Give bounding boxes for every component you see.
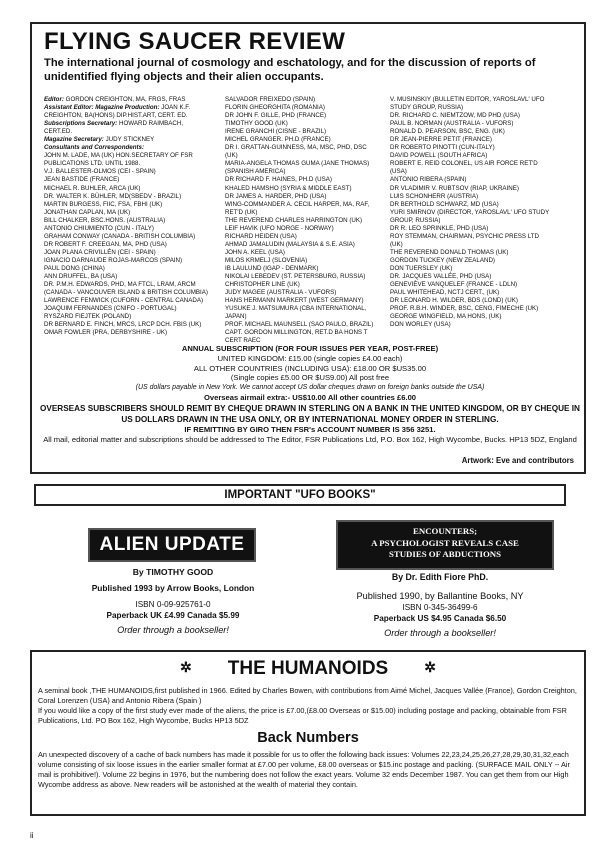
staff-entry [390,321,552,329]
staff-entry [44,152,212,168]
staff-name: YURI SMIRNOV (DIRECTOR, YAROSLAVL' UFO STUDY GROUP, RUSSIA) [390,208,550,224]
staff-entry [44,120,212,136]
book2-title-line2: A PSYCHOLOGIST REVEALS CASE [371,537,519,548]
staff-entry [390,96,552,112]
staff-entry [225,104,377,112]
staff-name: WING-COMMANDER A. CECIL HARPER, MA, RAF, RET'D (UK) [225,200,370,216]
staff-name: DR ROBERT F. CREEGAN, MA, PHD (USA) [44,240,167,248]
staff-entry [44,176,212,184]
staff-name: JUDY STICKNEY [103,136,155,144]
staff-name: PAUL DONG (CHINA) [44,264,105,272]
staff-name: LEIF HAVIK (UFO NORGE - NORWAY) [225,224,334,232]
mail-address: All mail, editorial matter and subscriptions should be addressed to The Editor, FSR Publications Ltd, P.O. Box 162, High Wycombe, Bucks. HP13 5DZ, England [43,434,577,444]
staff-entry [44,217,212,225]
book1-order: Order through a bookseller! [117,625,229,635]
staff-name: GORDON CREIGHTON, MA, FRGS, FRAS [63,96,186,103]
staff-name: DR. WALTER K. BÜHLER, MD(SBEDV - BRAZIL) [44,192,182,200]
book2-title-line1: ENCOUNTERS; [412,526,478,536]
staff-entry [225,233,377,241]
staff-name: MARIA-ANGELA THOMAS GUMA (JANE THOMAS) (SPANISH AMERICA) [225,160,370,176]
staff-entry [44,265,212,273]
staff-name: AHMAD JAMALUDIN (MALAYSIA & S.E. ASIA) [225,240,355,248]
staff-entry [44,201,212,209]
staff-name: HOWARD RAIMBACH, CERT.ED. [44,120,184,136]
staff-name: DR JAMES A. HARDER, PHD (USA) [225,192,327,200]
staff-entry [225,201,377,217]
subscription-heading: ANNUAL SUBSCRIPTION (FOR FOUR ISSUES PER YEAR, POST-FREE) [181,344,439,353]
journal-title: FLYING SAUCER REVIEW [44,28,346,55]
staff-name: LUIS SCHONHERR (AUSTRIA) [390,192,479,200]
staff-entry [225,185,377,193]
humanoids-box [30,650,586,816]
staff-name: MICHAEL R. BUHLER, ARCA (UK) [44,184,141,192]
staff-name: PROF. MICHAEL MAUNSELL (SAO PAULO, BRAZIL) [225,321,374,329]
staff-entry [390,265,552,273]
staff-name: JOAN PLANA CRIVILLÉN (CEI - SPAIN) [44,248,156,256]
staff-name: DR I. GRATTAN-GUINNESS, MA, MSC, PHD, DSC (UK) [225,144,367,160]
staff-entry [390,249,552,257]
staff-name: DR. RICHARD C. NIEMTZOW, MD PHD (USA) [390,112,520,120]
book1-title-box: ALIEN UPDATE [88,528,256,562]
staff-name: ANTONIO CHIUMIENTO (CUN - ITALY) [44,224,154,232]
staff-name: DR JOHN F. GILLE, PHD (FRANCE) [225,112,327,120]
staff-name: DR VLADIMIR V. RUBTSOV (RIAP, UKRAINE) [390,184,519,192]
staff-name: V.J. BALLESTER-OLMOS (CEI - SPAIN) [44,168,156,176]
staff-entry [225,281,377,289]
staff-name: MARTIN BURGESS, FIIC, FSA, FBHI (UK) [44,200,163,208]
staff-entry [225,193,377,201]
staff-entry [390,160,552,176]
staff-name: TIMOTHY GOOD (UK) [225,120,288,128]
staff-name: JUDY MAGEE (AUSTRALIA - VUFORS) [225,289,337,297]
staff-name: DR JEAN-PIERRE PETIT (FRANCE) [390,136,492,144]
staff-name: KHALED HAMSHO (SYRIA & MIDDLE EAST) [225,184,352,192]
staff-entry [44,209,212,217]
book2-title-line3: STUDIES OF ABDUCTIONS [388,549,502,559]
staff-entry [44,241,212,249]
staff-name: NIKOLAI LEBEDEV (ST. PETERSBURG, RUSSIA) [225,273,366,281]
book2-author: By Dr. Edith Fiore PhD. [391,572,489,582]
staff-entry [225,225,377,233]
staff-entry [225,321,377,329]
staff-name: GENEVIÈVE VANQUELEF (FRANCE - LDLN) [390,281,518,289]
staff-name: DON WORLEY (USA) [390,321,451,329]
staff-name: JOHN A. KEEL (USA) [225,248,285,256]
staff-entry [390,144,552,152]
back-numbers-text: An unexpected discovery of a cache of back numbers has made it possible for us to offer the following back issues: Volumes 22,23,24,25,26,27,28,29,30,31,32,each volume consisting of six loose issues in the earlier smaller format at £7.00 per volume, £8.00 overseas or $15.inc postage and packing. (SURFACE MAIL ONLY -- Air mail is prohibitive!). Volume 22 begins in 1976, but the numbering does not follow the exact years. Volume 32 ends December 1987. You can get them from our High Wycombe address as above. New readers will be astonished at the wealth of material they contain. [38,750,570,789]
staff-name: RYSZARD FIEJTEK (POLAND) [44,313,132,321]
staff-column-2 [225,96,377,345]
staff-name: RONALD D. PEARSON, BSC, ENG. (UK) [390,128,505,136]
staff-entry [390,128,552,136]
staff-entry [44,168,212,176]
staff-entry [44,233,212,241]
staff-entry [225,128,377,136]
subscription-dollars-note: (US dollars payable in New York. We cannot accept US dollar cheques drawn on foreign banks outside the USA) [135,384,485,392]
staff-name: GRAHAM CONWAY (CANADA - BRITISH COLUMBIA) [44,232,196,240]
staff-name: HANS HERMANN MARKERT (WEST GERMANY) [225,297,364,305]
book2-published: Published 1990, by Ballantine Books, NY [356,591,524,601]
staff-entry [390,233,552,249]
staff-entry [390,209,552,225]
staff-entry [390,152,552,160]
staff-name: DR BERTHOLD SCHWARZ, MD (USA) [390,200,499,208]
staff-name: MICHEL GRANGER. PH.D (FRANCE) [225,136,331,144]
staff-name: JOAN K.F. CREIGHTON, BA(HONS) DIP.HIST.ART, CERT. ED. [44,104,191,120]
staff-entry [390,297,552,305]
staff-entry [225,249,377,257]
humanoids-heading [32,658,584,680]
staff-entry [44,313,212,321]
staff-role-label: Magazine Secretary: [44,136,104,144]
staff-entry [390,201,552,209]
staff-name: V. MUSINSKIY (BULLETIN EDITOR, YAROSLAVL' UFO STUDY GROUP, RUSSIA) [390,96,545,112]
staff-entry [390,176,552,184]
staff-entry [44,136,212,144]
humanoids-title: THE HUMANOIDS [227,658,389,679]
staff-name: PAUL WHITEHEAD, NCTJ CERT., (UK) [390,289,500,297]
back-numbers-heading: Back Numbers [257,730,359,746]
book1-isbn: ISBN 0-09-925761-0 [135,600,211,609]
staff-name: ROY STEMMAN, CHAIRMAN, PSYCHIC PRESS LTD (UK) [390,232,539,248]
book2-price: Paperback US $4.95 Canada $6.50 [373,614,507,623]
staff-entry [390,185,552,193]
staff-name: JEAN BASTIDE (FRANCE) [44,176,120,184]
staff-entry [225,265,377,273]
staff-name: DR ROBERTO PINOTTI (CUN-ITALY) [390,144,495,152]
staff-entry [225,289,377,297]
staff-name: PAUL B. NORMAN (AUSTRALIA - VUFORS) [390,120,514,128]
staff-entry [44,225,212,233]
staff-name: LAWRENCE FENWICK (CUFORN - CENTRAL CANADA) [44,297,204,305]
staff-entry [44,193,212,201]
humanoids-order-info: If you would like a copy of the first study ever made of the aliens, the price is £7.00,(£8.00 Overseas or $15.00) including postage and packing, obtainable from FSR Publications, Ltd. PO Box 162, High Wycombe, Bucks HP13 5DZ [38,706,567,725]
staff-entry [225,297,377,305]
remit-instructions: OVERSEAS SUBSCRIBERS SHOULD REMIT BY CHEQUE DRAWN IN STERLING ON A BANK IN THE UNITED KINGDOM, OR BY CHEQUE IN US DOLLARS DRAWN IN THE USA ONLY, OR BY INTERNATIONAL MONEY ORDER IN STERLING. [40,403,580,424]
staff-entry [225,176,377,184]
staff-name: JOHN M. LADE, MA (UK) HON.SECRETARY OF FSR PUBLICATIONS LTD. UNTIL 1988. [44,152,193,168]
staff-name: DAVID POWELL (SOUTH AFRICA) [390,152,488,160]
staff-entry [44,321,212,329]
book1-author: By TIMOTHY GOOD [132,567,214,577]
staff-entry [390,281,552,289]
staff-name: ANN DRUFFEL, BA (USA) [44,273,118,281]
staff-name: IB LAULUND (IGAP - DENMARK) [225,264,319,272]
staff-role-label: Consultants and Correspondents: [44,144,145,152]
staff-entry [390,313,552,321]
staff-name: DR BERNARD E. FINCH, MRCS, LRCP DCH. FBIS (UK) [44,321,202,329]
staff-name: CAPT. GORDON MILLINGTON, RET.D BA HONS T CERT RAEC [225,329,368,345]
book1-ad [48,567,298,636]
important-banner: IMPORTANT "UFO BOOKS" [34,484,566,506]
staff-entry [390,112,552,120]
staff-name: THE REVEREND CHARLES HARRINGTON (UK) [225,216,363,224]
staff-entry [44,329,212,337]
book1-published: Published 1993 by Arrow Books, London [91,583,255,593]
staff-role-label: Subscriptions Secretary: [44,120,118,128]
staff-entry [225,160,377,176]
staff-name: IRENE GRANCHI (CISNE - BRAZIL) [225,128,327,136]
subscription-airmail: Overseas airmail extra:- US$10.00 All other countries £6.00 [203,392,417,402]
staff-name: SALVADOR FREIXEDO (SPAIN) [225,96,316,103]
book1-price: Paperback UK £4.99 Canada $5.99 [106,611,240,620]
staff-entry [44,273,212,281]
staff-entry [44,257,212,265]
staff-name: DR. P.M.H. EDWARDS, PHD, MA FTCL, LRAM, ARCM (CANADA - VANCOUVER ISLAND & BRITISH COLUMBIA) [44,281,208,297]
staff-column-1 [44,96,212,337]
staff-name: DON TUERSLEY (UK) [390,264,453,272]
staff-entry [225,120,377,128]
staff-entry [390,305,552,313]
staff-entry [390,273,552,281]
staff-name: OMAR FOWLER (PRA, DERBYSHIRE - UK) [44,329,168,337]
staff-entry [390,257,552,265]
book2-order: Order through a bookseller! [384,628,496,638]
humanoids-description: A seminal book ,THE HUMANOIDS,first published in 1966. Edited by Charles Bowen, with contributions from Aimé Michel, Jacques Vallée (France), Gordon Creighton, Coral Lorenzen (USA) and Antonio Ribera (Spain ) [38,686,577,705]
staff-name: DR. JACQUES VALLÉE, PHD (USA) [390,273,492,281]
staff-entry [390,225,552,233]
staff-name: GEORGE WINGFIELD, MA HONS, (UK) [390,313,502,321]
artwork-credit: Artwork: Eve and contributors [461,456,574,465]
subscription-uk: UNITED KINGDOM: £15.00 (single copies £4.00 each) [217,353,403,363]
staff-entry [390,289,552,297]
page-number: ii [30,831,34,840]
staff-entry [44,281,212,297]
staff-entry [225,136,377,144]
staff-entry [390,120,552,128]
staff-name: IGNACIO DARNAUDE ROJAS-MARCOS (SPAIN) [44,256,183,264]
staff-entry [225,112,377,120]
book2-title-box [336,520,554,570]
staff-entry [225,144,377,160]
star-icon: ✲ [424,659,436,675]
journal-subtitle: The international journal of cosmology and eschatology, and for the discussion of reports of unidentified flying objects and their alien occupants. [44,57,536,83]
staff-name: DR R. LEO SPRINKLE, PHD (USA) [390,224,489,232]
staff-entry [44,185,212,193]
staff-role-label: Assistant Editor: Magazine Production: [44,104,160,112]
staff-entry [44,104,212,120]
staff-entry [225,305,377,321]
staff-entry [225,273,377,281]
staff-name: DR RICHARD F. HAINES, PH.D (USA) [225,176,332,184]
staff-entry [44,144,212,152]
staff-entry [225,217,377,225]
staff-name: BILL CHALKER, BSC.HONS. (AUSTRALIA) [44,216,166,224]
staff-name: FLORIN GHEORGHITA (ROMANIA) [225,104,325,112]
staff-entry [225,96,377,104]
staff-name: JOAQUIM FERNANDES (CNIFO - PORTUGAL) [44,305,177,313]
staff-entry [225,241,377,249]
staff-name: DR LEONARD H. WILDER, BDS (LOND) (UK) [390,297,518,305]
staff-entry [225,257,377,265]
staff-column-3 [390,96,552,329]
staff-entry [44,96,212,104]
staff-entry [390,193,552,201]
staff-role-label: Editor: [44,96,64,103]
masthead-box [30,22,586,474]
book2-ad [310,572,570,639]
staff-name: PROF. R.B.H. WINDER, BSC, CENG, FIMECHE (UK) [390,305,539,313]
staff-name: YUSUKE J. MATSUMURA (CBA INTERNATIONAL, JAPAN) [225,305,367,321]
giro-account: IF REMITTING BY GIRO THEN FSR's ACCOUNT NUMBER IS 356 3251. [184,424,436,434]
staff-name: RICHARD HEIDEN (USA) [225,232,297,240]
staff-entry [390,136,552,144]
staff-entry [44,249,212,257]
subscription-single: (Single copies £5.00 OR $US9.00) All post free [230,373,390,383]
staff-entry [44,297,212,305]
staff-name: ANTONIO RIBERA (SPAIN) [390,176,467,184]
staff-name: MILOS KRMELJ (SLOVENIA) [225,256,308,264]
staff-entry [44,305,212,313]
star-icon: ✲ [180,659,192,675]
staff-name: CHRISTOPHER LINE (UK) [225,281,300,289]
staff-name: ROBERT E. REID COLONEL, US AIR FORCE RET'D (USA) [390,160,538,176]
subscription-info [40,344,580,444]
staff-name: THE REVEREND DONALD THOMAS (UK) [390,248,509,256]
staff-name: JONATHAN CAPLAN, MA (UK) [44,208,131,216]
staff-name: GORDON TUCKEY (NEW ZEALAND) [390,256,495,264]
subscription-other: ALL OTHER COUNTRIES (INCLUDING USA): £18.00 OR $US35.00 [193,363,427,373]
book2-isbn: ISBN 0-345-36499-6 [402,603,478,612]
